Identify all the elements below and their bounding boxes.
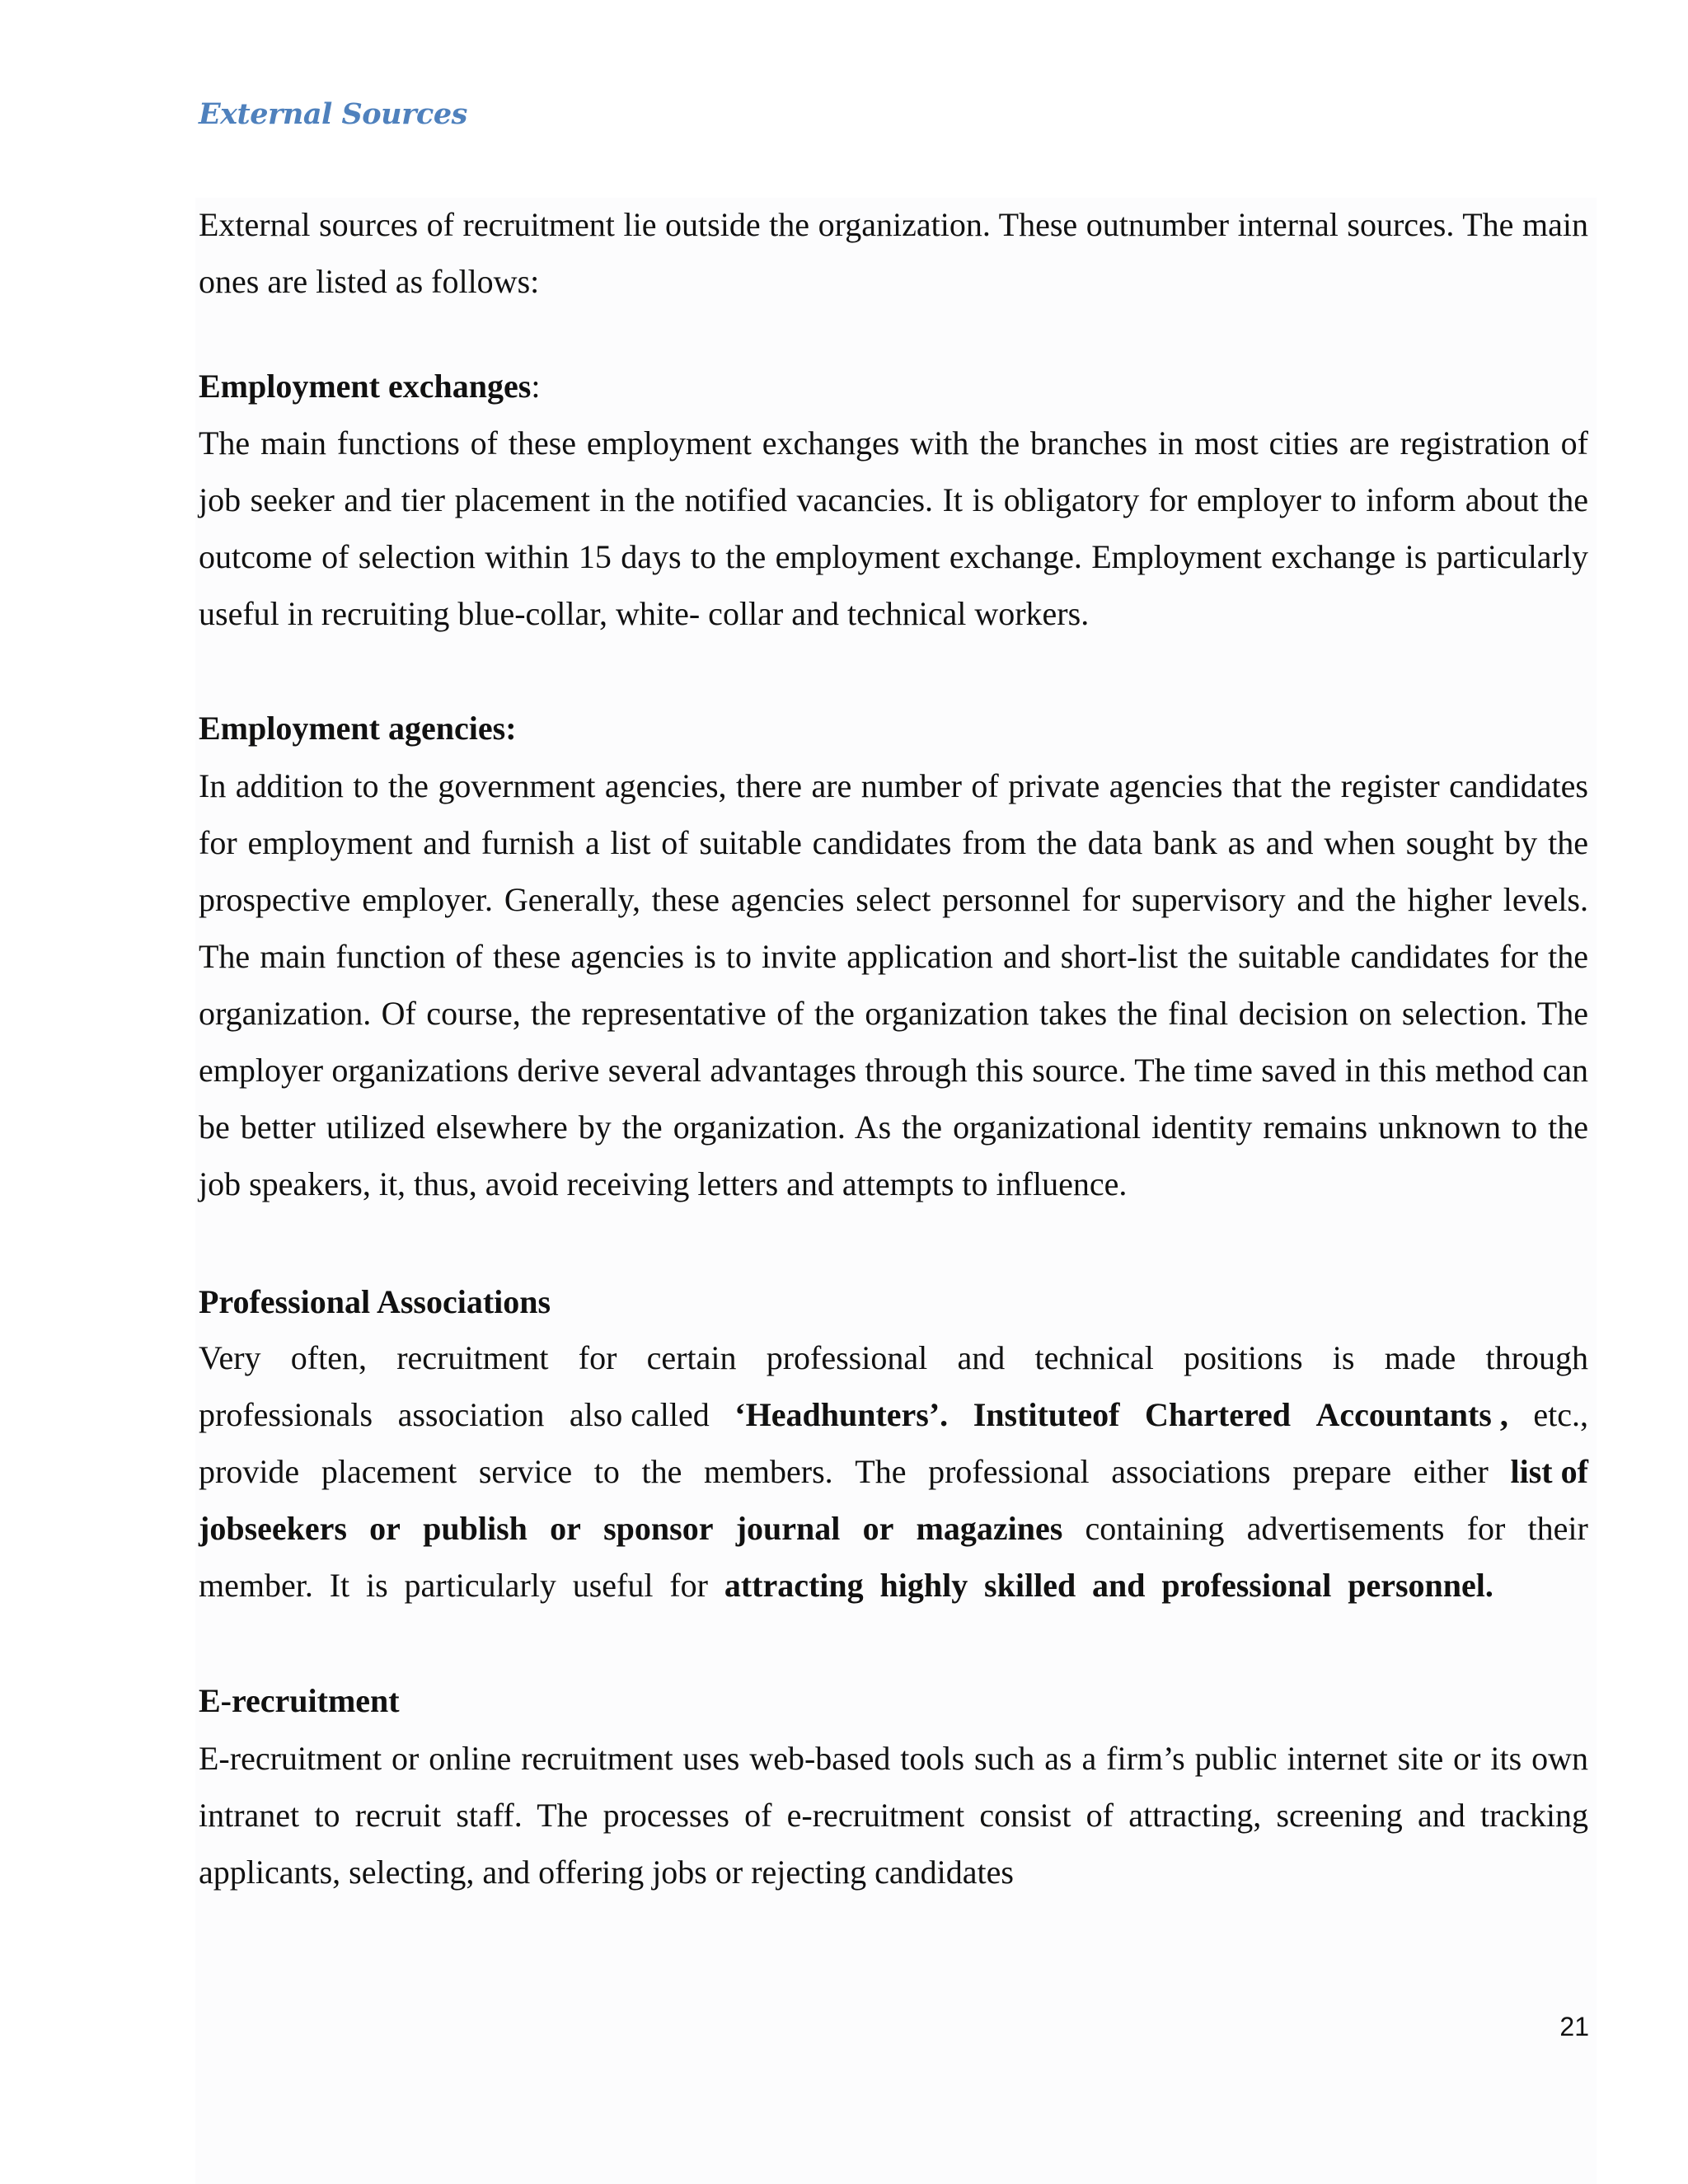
pa-bold-word: or — [862, 1510, 894, 1547]
page-number: 21 — [1559, 2012, 1589, 2041]
pa-word: through — [1485, 1339, 1588, 1376]
pa-bold-word: jobseekers — [199, 1510, 347, 1547]
pa-word: The — [855, 1453, 907, 1490]
pa-word: service — [478, 1453, 573, 1490]
pa-bold-term: Chartered — [1144, 1396, 1291, 1433]
pa-word: members. — [704, 1453, 833, 1490]
pa-word: recruitment — [396, 1339, 549, 1376]
pa-word: professional — [928, 1453, 1090, 1490]
pa-word: their — [1527, 1510, 1588, 1547]
pa-word: It — [329, 1567, 350, 1604]
pa-word: for — [578, 1339, 617, 1376]
professional-associations-line-1 — [199, 1338, 1588, 1379]
pa-bold-term: list of — [1510, 1453, 1588, 1490]
pa-word: for — [1466, 1510, 1506, 1547]
pa-word: placement — [321, 1453, 457, 1490]
pa-word: association — [397, 1396, 545, 1433]
pa-word: particularly — [404, 1567, 556, 1604]
pa-bold-word: personnel. — [1348, 1567, 1493, 1604]
e-recruitment-title: E-recruitment — [199, 1682, 400, 1719]
pa-bold-term: Instituteof — [973, 1396, 1120, 1433]
professional-associations-title: Professional Associations — [199, 1283, 551, 1320]
pa-bold-word: and — [1092, 1567, 1146, 1604]
pa-word: professional — [766, 1339, 928, 1376]
pa-word: positions — [1184, 1339, 1303, 1376]
pa-word: is — [1332, 1339, 1355, 1376]
pa-word: often, — [290, 1339, 367, 1376]
pa-word: useful — [572, 1567, 654, 1604]
pa-bold-term: ‘Headhunters’. — [734, 1396, 949, 1433]
pa-word: member. — [199, 1567, 313, 1604]
employment-exchanges-colon: : — [531, 368, 541, 405]
employment-exchanges-title — [199, 366, 540, 407]
professional-associations-line-4 — [199, 1508, 1588, 1549]
pa-word: prepare — [1292, 1453, 1392, 1490]
pa-bold-word: attracting — [724, 1567, 864, 1604]
section-heading: External Sources — [199, 97, 467, 131]
pa-word: also called — [569, 1396, 710, 1433]
professional-associations-line-3 — [199, 1451, 1588, 1493]
pa-word: and — [957, 1339, 1006, 1376]
pa-bold-word: skilled — [984, 1567, 1076, 1604]
employment-agencies-title: Employment agencies: — [199, 710, 517, 747]
pa-word: to — [593, 1453, 620, 1490]
pa-bold-term: Accountants , — [1315, 1396, 1508, 1433]
pa-word: provide — [199, 1453, 300, 1490]
pa-word: certain — [646, 1339, 737, 1376]
pa-word: containing — [1085, 1510, 1225, 1547]
pa-bold-word: publish — [423, 1510, 528, 1547]
pa-word: made — [1384, 1339, 1456, 1376]
employment-exchanges-title-text: Employment exchanges — [199, 368, 532, 405]
pa-word: advertisements — [1246, 1510, 1445, 1547]
pa-word: either — [1413, 1453, 1489, 1490]
employment-agencies-paragraph: In addition to the government agencies, there are number of private agencies that the register candidates for employment and furnish a list of suitable candidates from the data bank as and when sought by the prospective employer. Generally, these agencies select personnel for supervisory and the higher levels. The main function of these agencies is to invite application and short-list the suitable candidates for the organization. Of course, the representative of the organization takes the final decision on selection. The employer organizations derive several advantages through this source. The time saved in this method can be better utilized elsewhere by the organization. As the organizational identity remains unknown to the job speakers, it, thus, avoid receiving letters and attempts to influence. — [199, 767, 1588, 1202]
e-recruitment-paragraph: E-recruitment or online recruitment uses web-based tools such as a firm’s public internet site or its own intranet to recruit staff. The processes of e-recruitment consist of attracting, screening and tracking applicants, selecting, and offering jobs or rejecting candidates — [199, 1740, 1588, 1891]
pa-word: associations — [1111, 1453, 1271, 1490]
intro-paragraph: External sources of recruitment lie outside the organization. These outnumber internal sources. The main ones are listed as follows: — [199, 206, 1588, 300]
professional-associations-line-2 — [199, 1394, 1588, 1436]
pa-bold-word: highly — [879, 1567, 968, 1604]
pa-word: for — [669, 1567, 708, 1604]
pa-word: Very — [199, 1339, 261, 1376]
pa-bold-word: or — [369, 1510, 401, 1547]
professional-associations-line-5 — [199, 1565, 1493, 1606]
pa-word: the — [641, 1453, 682, 1490]
pa-word: technical — [1034, 1339, 1154, 1376]
pa-bold-word: magazines — [916, 1510, 1063, 1547]
pa-bold-word: professional — [1161, 1567, 1332, 1604]
pa-bold-word: or — [550, 1510, 581, 1547]
pa-word: etc., — [1533, 1396, 1588, 1433]
pa-bold-word: journal — [735, 1510, 841, 1547]
pa-word: professionals — [199, 1396, 373, 1433]
pa-bold-word: sponsor — [603, 1510, 714, 1547]
pa-word: is — [365, 1567, 388, 1604]
employment-exchanges-paragraph: The main functions of these employment exchanges with the branches in most cities are registration of job seeker and tier placement in the notified vacancies. It is obligatory for employer to inform about the outcome of selection within 15 days to the employment exchange. Employment exchange is particularly useful in recruiting blue-collar, white- collar and technical workers. — [199, 424, 1588, 632]
